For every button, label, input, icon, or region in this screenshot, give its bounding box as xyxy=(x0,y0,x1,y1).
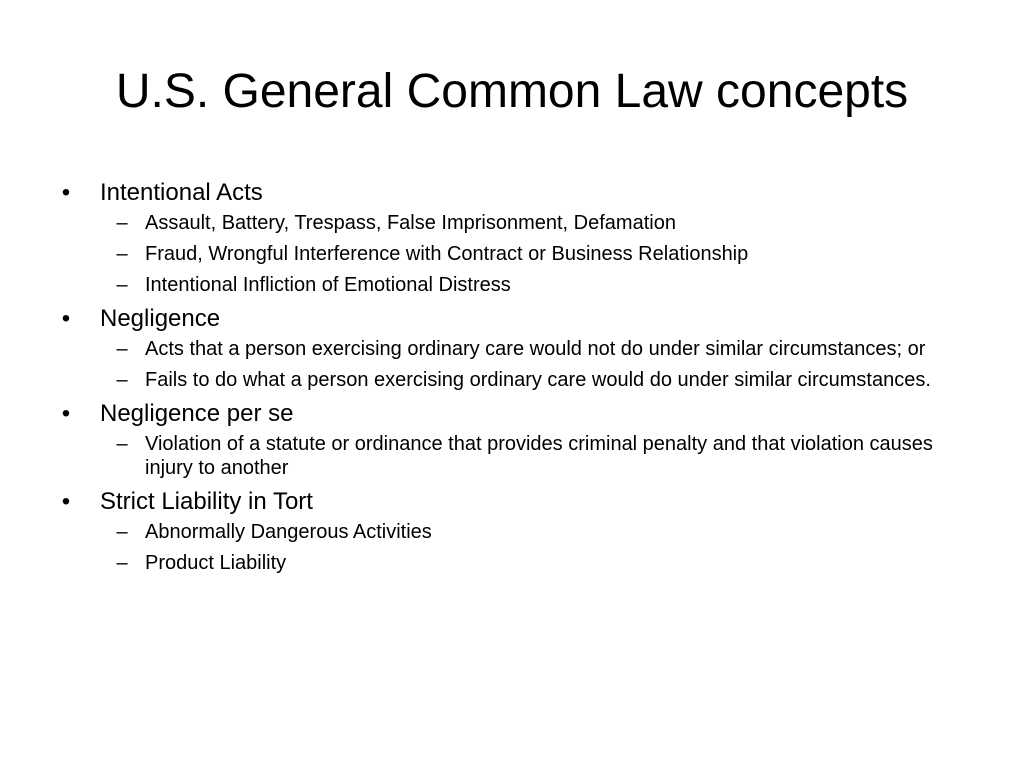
list-item-label: Strict Liability in Tort xyxy=(100,488,313,515)
dash-icon: – xyxy=(116,212,128,234)
sub-item xyxy=(56,337,965,361)
list-item xyxy=(56,399,956,429)
sub-item xyxy=(56,368,965,392)
dash-icon: – xyxy=(116,274,128,296)
list-item xyxy=(56,178,956,208)
dash-icon: – xyxy=(116,521,128,543)
sub-list xyxy=(56,432,956,480)
bullet-icon: • xyxy=(61,305,71,332)
sub-item-text: Assault, Battery, Trespass, False Imprisonment, Defamation xyxy=(145,212,676,234)
dash-icon: – xyxy=(116,338,128,360)
list-item xyxy=(56,487,956,517)
sub-item-text: Fails to do what a person exercising ordinary care would do under similar circumstances. xyxy=(145,369,931,391)
sub-item-text: Abnormally Dangerous Activities xyxy=(145,521,432,543)
bullet-list xyxy=(56,178,956,582)
list-item xyxy=(56,304,956,334)
list-item-label: Intentional Acts xyxy=(100,179,263,206)
sub-item-text: Intentional Infliction of Emotional Distress xyxy=(145,274,511,296)
list-item-label: Negligence xyxy=(100,305,221,332)
sub-item xyxy=(56,211,965,235)
sub-list xyxy=(56,520,956,575)
sub-item xyxy=(56,520,965,544)
sub-item-text: Violation of a statute or ordinance that provides criminal penalty and that violation causes injury to another xyxy=(145,433,933,479)
dash-icon: – xyxy=(116,552,128,574)
slide-title: U.S. General Common Law concepts xyxy=(115,65,909,118)
list-item-label: Negligence per se xyxy=(100,400,294,427)
dash-icon: – xyxy=(116,369,128,391)
dash-icon: – xyxy=(116,243,128,265)
bullet-icon: • xyxy=(61,179,71,206)
bullet-icon: • xyxy=(61,488,71,515)
sub-item xyxy=(56,551,965,575)
sub-item xyxy=(56,242,965,266)
dash-icon: – xyxy=(116,433,128,455)
sub-list xyxy=(56,211,956,297)
sub-item xyxy=(56,273,965,297)
sub-list xyxy=(56,337,956,392)
bullet-icon: • xyxy=(61,400,71,427)
sub-item-text: Fraud, Wrongful Interference with Contract or Business Relationship xyxy=(145,243,749,265)
sub-item-text: Product Liability xyxy=(145,552,287,574)
sub-item-text: Acts that a person exercising ordinary care would not do under similar circumstances; or xyxy=(145,338,926,360)
sub-item xyxy=(56,432,965,480)
